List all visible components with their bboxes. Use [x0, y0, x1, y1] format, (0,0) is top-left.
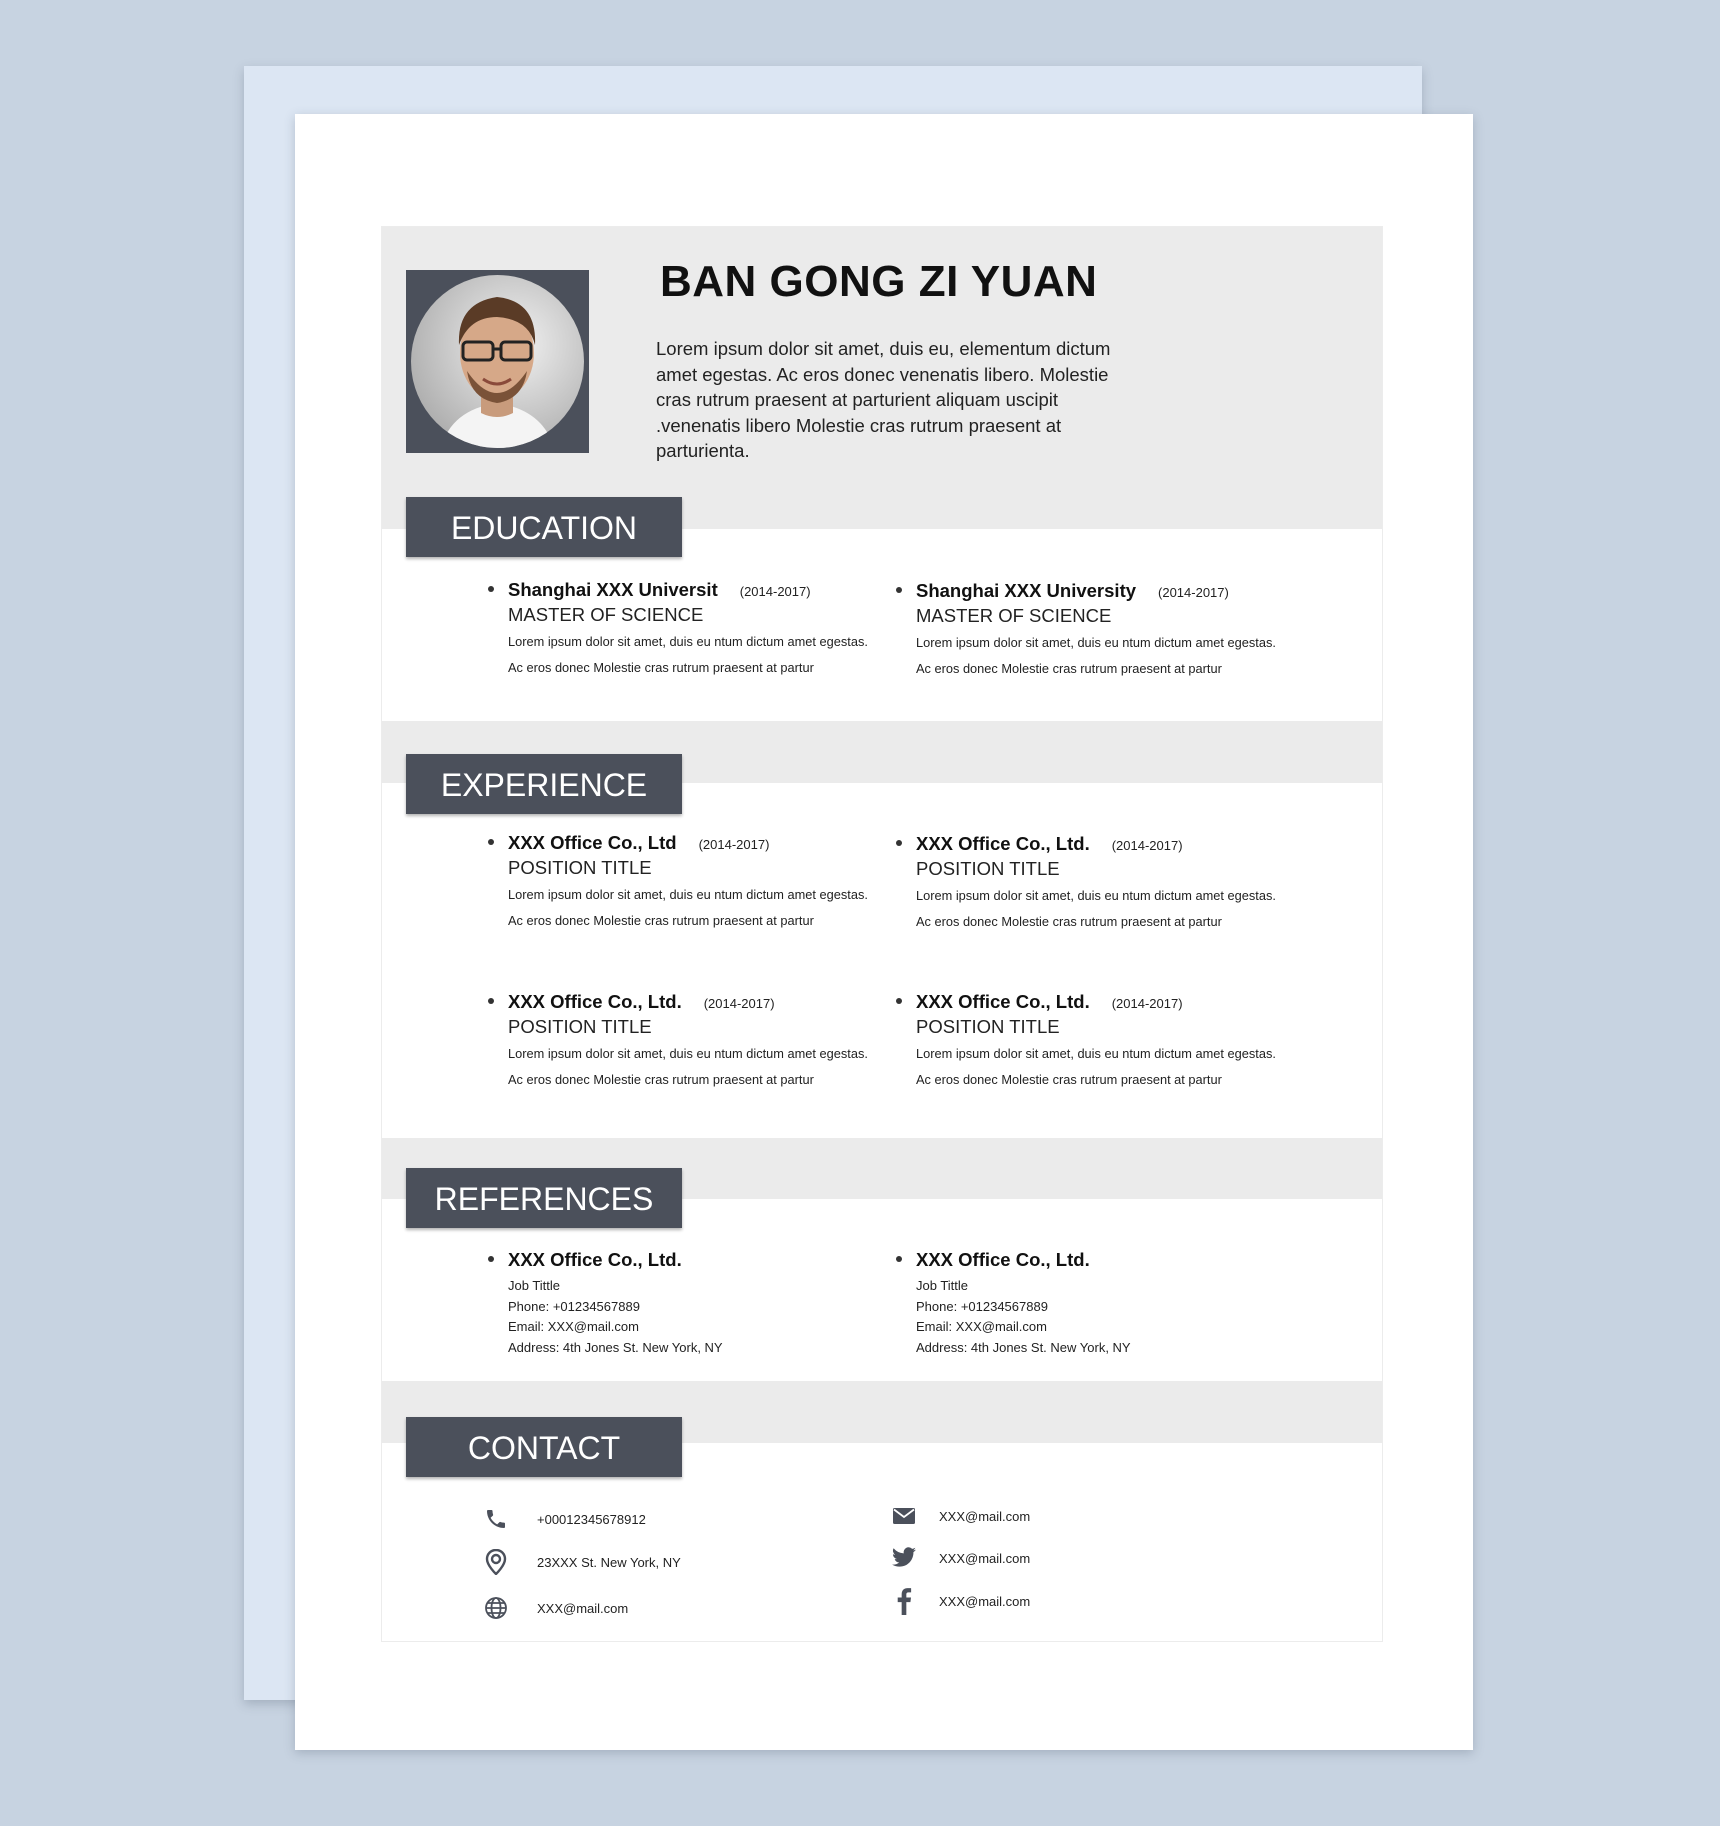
description: Lorem ipsum dolor sit amet, duis eu ntum dictum amet egestas. Ac eros donec Molestie cras rutrum praesent at partur: [916, 888, 1276, 929]
position-title: POSITION TITLE: [916, 858, 1060, 879]
section-title-contact: CONTACT: [406, 1417, 682, 1477]
description: Lorem ipsum dolor sit amet, duis eu ntum dictum amet egestas. Ac eros donec Molestie cras rutrum praesent at partur: [508, 1046, 868, 1087]
contact-email: [891, 1501, 1030, 1531]
company-name: XXX Office Co., Ltd.: [916, 1249, 1090, 1270]
position-title: POSITION TITLE: [508, 1016, 652, 1037]
profile-summary: Lorem ipsum dolor sit amet, duis eu, elementum dictum amet egestas. Ac eros donec venenatis libero. Molestie cras rutrum praesent at parturient aliquam uscipit .venenatis libero Molestie cras rutrum praesent at parturienta.: [656, 338, 1111, 461]
description: Lorem ipsum dolor sit amet, duis eu ntum dictum amet egestas. Ac eros donec Molestie cras rutrum praesent at partur: [916, 635, 1276, 676]
company-name: XXX Office Co., Ltd: [508, 832, 677, 853]
date-range: (2014-2017): [1111, 996, 1183, 1011]
contact-twitter: [891, 1543, 1030, 1573]
company-name: XXX Office Co., Ltd.: [508, 991, 682, 1012]
description: Lorem ipsum dolor sit amet, duis eu ntum dictum amet egestas. Ac eros donec Molestie cras rutrum praesent at partur: [508, 887, 868, 928]
location-pin-icon: [483, 1549, 509, 1575]
contact-phone: [483, 1504, 646, 1534]
experience-entry: [508, 990, 868, 1092]
section-title-references: REFERENCES: [406, 1168, 682, 1228]
facebook-handle: XXX@mail.com: [939, 1593, 1031, 1609]
reference-address: Address: 4th Jones St. New York, NY: [916, 1339, 1131, 1355]
school-name: Shanghai XXX University: [916, 580, 1137, 601]
bullet-icon: [896, 998, 902, 1004]
reference-entry: [508, 1248, 868, 1358]
job-title: Job Tittle: [916, 1278, 969, 1293]
contact-web: [483, 1593, 628, 1623]
resume-page: [295, 114, 1473, 1750]
company-name: XXX Office Co., Ltd.: [508, 1249, 682, 1270]
web-address: XXX@mail.com: [537, 1600, 629, 1616]
reference-email: Email: XXX@mail.com: [508, 1319, 639, 1334]
facebook-icon: [891, 1588, 917, 1614]
bullet-icon: [896, 587, 902, 593]
date-range: (2014-2017): [703, 996, 775, 1011]
date-range: (2014-2017): [698, 837, 770, 852]
date-range: (2014-2017): [1158, 585, 1229, 600]
reference-email: Email: XXX@mail.com: [916, 1319, 1047, 1334]
contact-location: [483, 1547, 681, 1577]
description: Lorem ipsum dolor sit amet, duis eu ntum dictum amet egestas. Ac eros donec Molestie cras rutrum praesent at partur: [508, 634, 868, 675]
reference-phone: Phone: +01234567889: [916, 1298, 1048, 1314]
bullet-icon: [488, 839, 494, 845]
experience-entry: [916, 832, 1276, 934]
education-entry: [916, 579, 1276, 681]
degree: MASTER OF SCIENCE: [508, 604, 704, 625]
resume-card: [381, 226, 1383, 1642]
date-range: (2014-2017): [1111, 838, 1183, 853]
bullet-icon: [488, 998, 494, 1004]
email-address: XXX@mail.com: [939, 1508, 1031, 1524]
bullet-icon: [488, 586, 494, 592]
position-title: POSITION TITLE: [916, 1016, 1060, 1037]
experience-entry: [916, 990, 1276, 1092]
reference-address: Address: 4th Jones St. New York, NY: [508, 1339, 723, 1355]
avatar: [406, 270, 589, 453]
phone-number: +00012345678912: [537, 1511, 646, 1527]
education-entry: [508, 578, 868, 680]
company-name: XXX Office Co., Ltd.: [916, 833, 1090, 854]
job-title: Job Tittle: [508, 1278, 561, 1293]
description: Lorem ipsum dolor sit amet, duis eu ntum dictum amet egestas. Ac eros donec Molestie cras rutrum praesent at partur: [916, 1046, 1276, 1087]
phone-icon: [483, 1506, 509, 1532]
section-title-experience: EXPERIENCE: [406, 754, 682, 814]
reference-phone: Phone: +01234567889: [508, 1298, 640, 1314]
profile-photo: [411, 275, 584, 448]
company-name: XXX Office Co., Ltd.: [916, 991, 1090, 1012]
contact-facebook: [891, 1586, 1030, 1616]
bullet-icon: [896, 1256, 902, 1262]
date-range: (2014-2017): [739, 584, 811, 599]
globe-icon: [483, 1595, 509, 1621]
twitter-handle: XXX@mail.com: [939, 1550, 1031, 1566]
bullet-icon: [488, 1256, 494, 1262]
location-address: 23XXX St. New York, NY: [537, 1554, 681, 1570]
school-name: Shanghai XXX Universit: [508, 579, 718, 600]
bullet-icon: [896, 840, 902, 846]
full-name: BAN GONG ZI YUAN: [660, 257, 1098, 306]
degree: MASTER OF SCIENCE: [916, 605, 1112, 626]
position-title: POSITION TITLE: [508, 857, 652, 878]
twitter-icon: [891, 1545, 917, 1571]
experience-entry: [508, 831, 868, 933]
envelope-icon: [891, 1503, 917, 1529]
section-title-education: EDUCATION: [406, 497, 682, 557]
reference-entry: [916, 1248, 1276, 1358]
